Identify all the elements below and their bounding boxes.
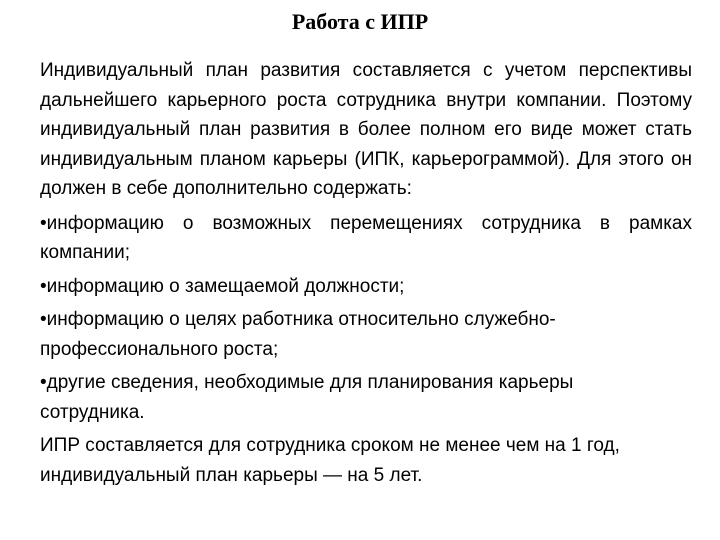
slide-body bbox=[40, 56, 692, 490]
bullet-item bbox=[40, 368, 660, 427]
bullet-text: информацию о возможных перемещениях сотрудника в рамках компании; bbox=[40, 212, 692, 263]
bullet-item bbox=[40, 209, 692, 268]
slide-title: Работа с ИПР bbox=[291, 9, 429, 34]
bullet-icon: • bbox=[40, 309, 47, 330]
bullet-icon: • bbox=[40, 212, 47, 234]
bullet-icon: • bbox=[40, 275, 47, 297]
bullet-item bbox=[40, 305, 560, 364]
bullet-icon: • bbox=[40, 372, 47, 393]
closing-paragraph: ИПР составляется для сотрудника сроком не менее чем на 1 год, индивидуальный план карьеры — на 5 лет. bbox=[40, 435, 620, 486]
intro-paragraph: Индивидуальный план развития составляется с учетом перспективы дальнейшего карьерного роста сотрудника внутри компании. Поэтому индивидуальный план развития в более полном его виде может стать индивидуальным планом карьеры (ИПК, карьерограммой). Для этого он должен в себе дополнительно содержать: bbox=[40, 60, 692, 199]
bullet-text: информацию о целях работника относительно служебно-профессионального роста; bbox=[40, 309, 556, 360]
bullet-item bbox=[40, 272, 692, 302]
bullet-text: информацию о замещаемой должности; bbox=[46, 275, 405, 297]
bullet-text: другие сведения, необходимые для планирования карьеры сотрудника. bbox=[40, 372, 574, 423]
